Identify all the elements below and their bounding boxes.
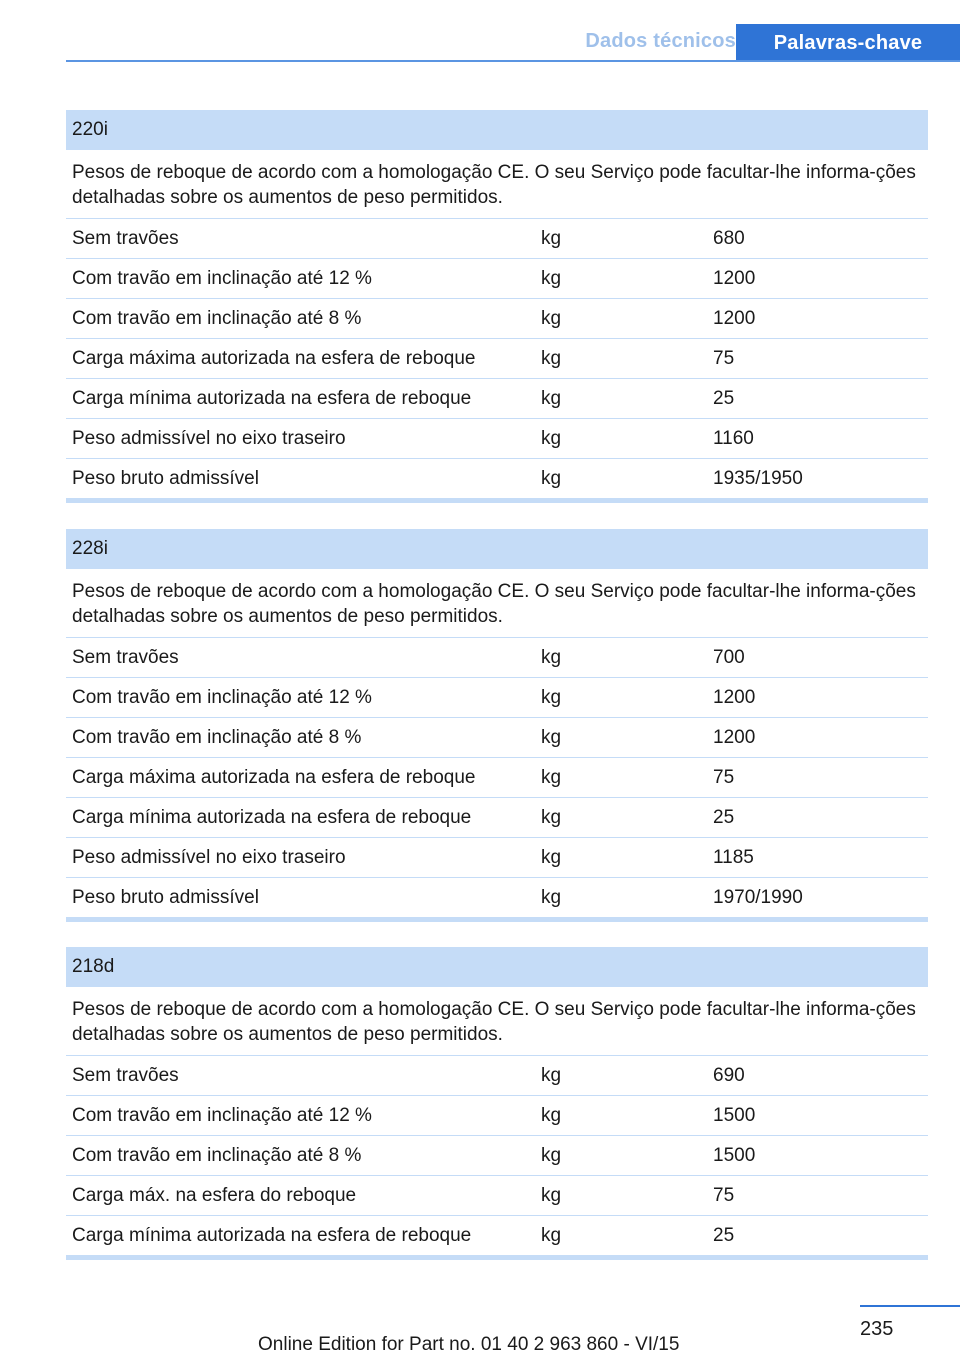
row-label: Com travão em inclinação até 8 %	[72, 1144, 362, 1166]
row-label: Com travão em inclinação até 12 %	[72, 686, 372, 708]
row-value: 75	[713, 347, 735, 369]
row-label: Sem travões	[72, 1064, 179, 1086]
row-label: Peso bruto admissível	[72, 467, 259, 489]
table-row	[66, 638, 928, 678]
table-end-bar	[66, 498, 928, 503]
row-value: 1185	[713, 846, 754, 868]
row-value: 75	[713, 1184, 735, 1206]
row-value: 1200	[713, 686, 756, 708]
row-label: Carga mínima autorizada na esfera de reboque	[72, 387, 472, 409]
table-row	[66, 1176, 928, 1216]
page-number-rule	[860, 1305, 960, 1307]
row-unit: kg	[541, 467, 562, 489]
table-218d	[66, 947, 928, 1260]
table-description: Pesos de reboque de acordo com a homologação CE. O seu Serviço pode facultar-lhe informa-ções detalhadas sobre os aumentos de peso permitidos.	[66, 150, 928, 219]
row-value: 1500	[713, 1144, 756, 1166]
row-value: 1200	[713, 267, 756, 289]
row-unit: kg	[541, 1144, 562, 1166]
row-label: Carga máxima autorizada na esfera de reboque	[72, 347, 476, 369]
table-row	[66, 798, 928, 838]
table-row	[66, 1216, 928, 1255]
table-row	[66, 718, 928, 758]
row-value: 1935/1950	[713, 467, 803, 489]
table-row	[66, 1136, 928, 1176]
table-row	[66, 459, 928, 498]
row-label: Com travão em inclinação até 12 %	[72, 1104, 372, 1126]
row-label: Peso admissível no eixo traseiro	[72, 427, 346, 449]
row-unit: kg	[541, 267, 562, 289]
row-value: 690	[713, 1064, 745, 1086]
row-value: 1160	[713, 427, 754, 449]
row-value: 700	[713, 646, 745, 668]
table-row	[66, 878, 928, 917]
row-value: 1200	[713, 307, 756, 329]
table-end-bar	[66, 1255, 928, 1260]
row-value: 25	[713, 1224, 735, 1246]
row-unit: kg	[541, 227, 562, 249]
table-row	[66, 259, 928, 299]
table-row	[66, 379, 928, 419]
table-end-bar	[66, 917, 928, 922]
row-unit: kg	[541, 347, 562, 369]
row-unit: kg	[541, 646, 562, 668]
row-label: Carga máx. na esfera do reboque	[72, 1184, 357, 1206]
row-label: Sem travões	[72, 646, 179, 668]
row-value: 25	[713, 806, 735, 828]
page-number: 235	[860, 1318, 894, 1340]
row-unit: kg	[541, 726, 562, 748]
row-value: 1500	[713, 1104, 756, 1126]
row-unit: kg	[541, 686, 562, 708]
table-row	[66, 758, 928, 798]
row-value: 680	[713, 227, 745, 249]
table-row	[66, 339, 928, 379]
row-unit: kg	[541, 1184, 562, 1206]
table-row	[66, 419, 928, 459]
row-label: Peso bruto admissível	[72, 886, 259, 908]
row-label: Com travão em inclinação até 8 %	[72, 726, 362, 748]
row-label: Carga máxima autorizada na esfera de reboque	[72, 766, 476, 788]
table-description: Pesos de reboque de acordo com a homologação CE. O seu Serviço pode facultar-lhe informa-ções detalhadas sobre os aumentos de peso permitidos.	[66, 569, 928, 638]
table-row	[66, 678, 928, 718]
row-label: Com travão em inclinação até 12 %	[72, 267, 372, 289]
row-value: 75	[713, 766, 735, 788]
row-label: Sem travões	[72, 227, 179, 249]
row-unit: kg	[541, 307, 562, 329]
header-bar	[66, 24, 960, 62]
row-value: 1200	[713, 726, 756, 748]
table-row	[66, 219, 928, 259]
row-unit: kg	[541, 1224, 562, 1246]
table-220i	[66, 110, 928, 503]
row-label: Com travão em inclinação até 8 %	[72, 307, 362, 329]
row-unit: kg	[541, 387, 562, 409]
table-model-header: 218d	[66, 947, 928, 987]
row-unit: kg	[541, 766, 562, 788]
row-unit: kg	[541, 806, 562, 828]
section-tab[interactable]: Dados técnicos	[585, 30, 736, 52]
table-228i	[66, 529, 928, 922]
row-label: Peso admissível no eixo traseiro	[72, 846, 346, 868]
keywords-tab[interactable]: Palavras-chave	[736, 24, 960, 62]
table-model-header: 220i	[66, 110, 928, 150]
table-row	[66, 299, 928, 339]
table-model-header: 228i	[66, 529, 928, 569]
table-row	[66, 1096, 928, 1136]
row-unit: kg	[541, 1064, 562, 1086]
row-label: Carga mínima autorizada na esfera de reboque	[72, 806, 472, 828]
table-row	[66, 838, 928, 878]
row-value: 25	[713, 387, 735, 409]
row-unit: kg	[541, 427, 562, 449]
row-unit: kg	[541, 1104, 562, 1126]
table-row	[66, 1056, 928, 1096]
row-unit: kg	[541, 886, 562, 908]
header-rule	[66, 60, 960, 62]
table-description: Pesos de reboque de acordo com a homologação CE. O seu Serviço pode facultar-lhe informa-ções detalhadas sobre os aumentos de peso permitidos.	[66, 987, 928, 1056]
footer-edition-text: Online Edition for Part no. 01 40 2 963 860 - VI/15	[258, 1334, 680, 1355]
row-label: Carga mínima autorizada na esfera de reboque	[72, 1224, 472, 1246]
row-unit: kg	[541, 846, 562, 868]
row-value: 1970/1990	[713, 886, 803, 908]
